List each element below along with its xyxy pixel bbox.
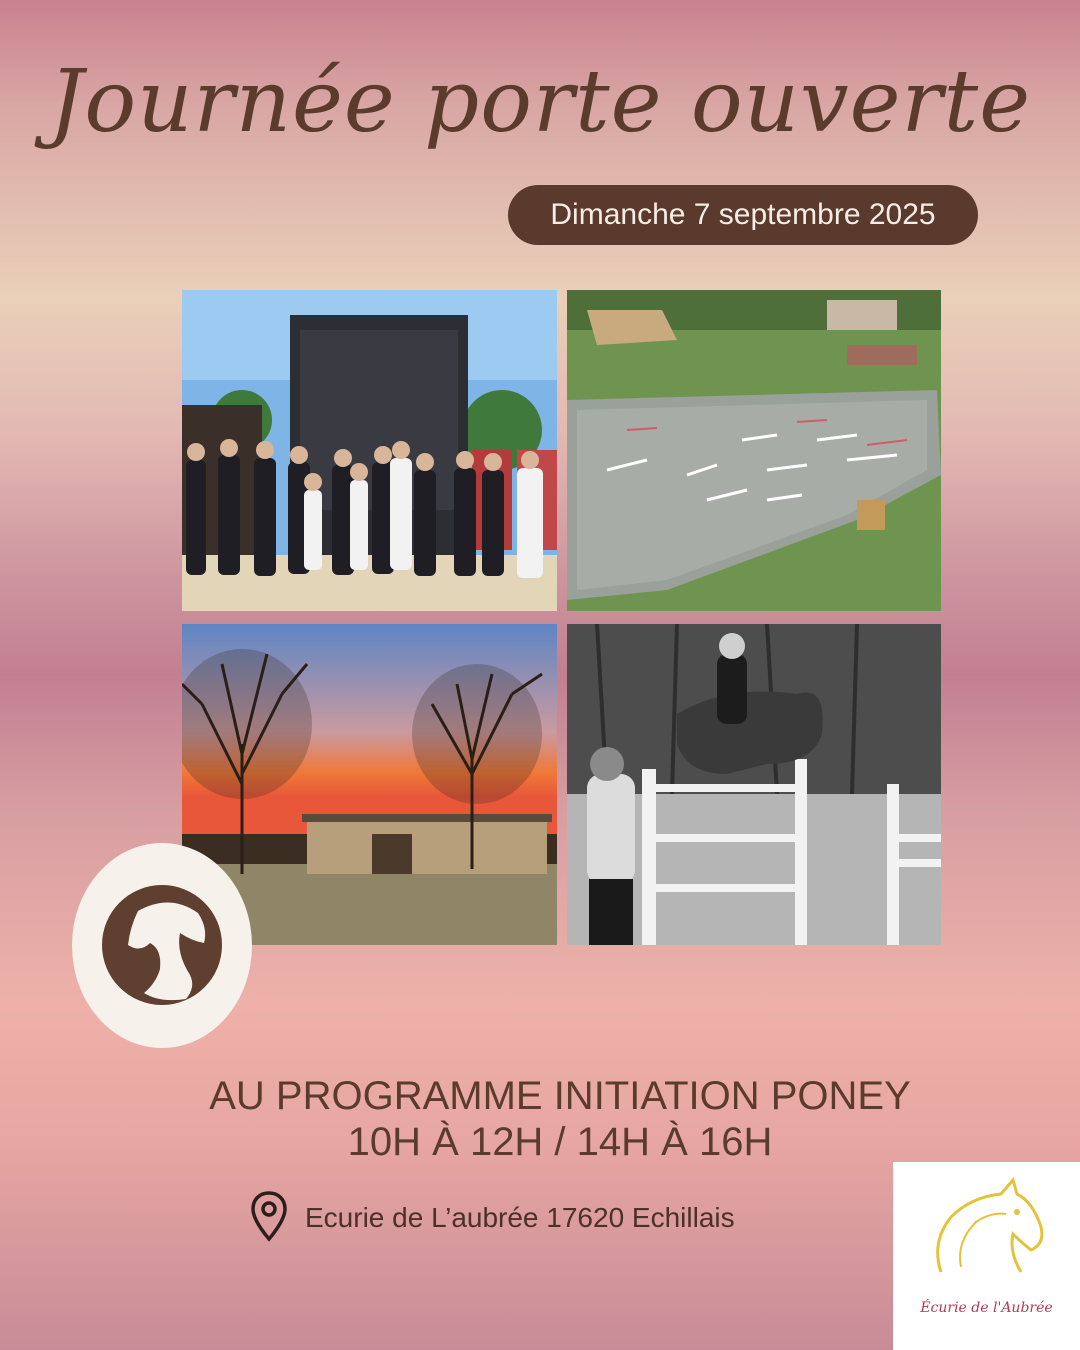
map-pin-icon (249, 1190, 289, 1242)
arena-aerial-photo (567, 290, 941, 611)
location-text: Ecurie de L’aubrée 17620 Echillais (305, 1202, 735, 1233)
group-photo (182, 290, 557, 611)
horse-logo-badge (72, 843, 252, 1048)
horse-head-icon (100, 883, 224, 1007)
stable-logo (893, 1162, 1080, 1350)
program-section (140, 1073, 980, 1165)
page-title: Journée porte ouverte (48, 52, 1032, 152)
horse-head-icon (921, 1172, 1053, 1282)
jumping-photo (567, 624, 941, 945)
program-line-2: 10H À 12H / 14H À 16H (347, 1120, 773, 1164)
logo-text: Écurie de l'Aubrée (920, 1300, 1053, 1316)
date-badge: Dimanche 7 septembre 2025 (508, 185, 978, 245)
program-line-1: AU PROGRAMME INITIATION PONEY (209, 1074, 911, 1118)
